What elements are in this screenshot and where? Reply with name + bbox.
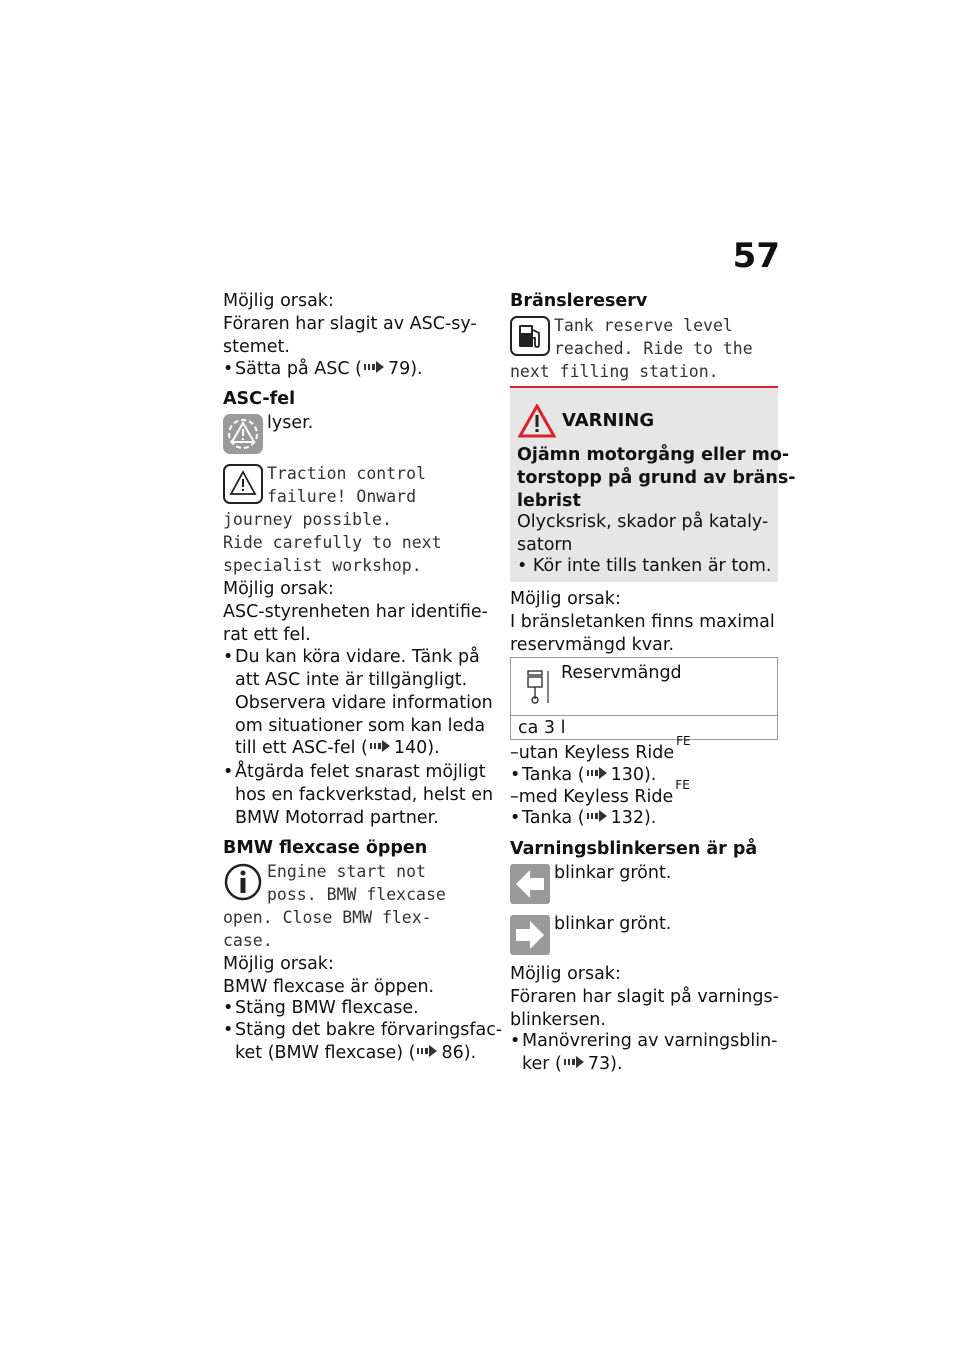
cause-label: Möjlig orsak: <box>223 954 334 974</box>
cause-text: Föraren har slagit av ASC-sy- <box>223 314 477 334</box>
page-ref[interactable]: 130). <box>610 765 657 785</box>
display-message: open. Close BMW flex- <box>223 908 432 927</box>
bullet-item <box>235 358 423 381</box>
display-message: reached. Ride to the <box>554 339 753 358</box>
bullet-text <box>235 1042 476 1065</box>
page-ref-arrow-icon <box>417 1045 437 1057</box>
display-message: next filling station. <box>510 362 719 381</box>
page-ref-arrow-icon <box>587 810 607 822</box>
page-ref[interactable]: 86). <box>441 1043 477 1063</box>
display-message: failure! Onward <box>267 487 417 506</box>
cause-text: rat ett fel. <box>223 625 311 645</box>
bullet-text: Tanka ( <box>522 765 585 785</box>
bullet-text: Sätta på ASC ( <box>235 359 362 379</box>
reserve-table <box>510 657 778 740</box>
warning-text: Olycksrisk, skador på kataly- <box>517 512 769 532</box>
cause-label: Möjlig orsak: <box>223 579 334 599</box>
warning-box <box>510 388 796 582</box>
display-message: case. <box>223 931 273 950</box>
bullet-text: Tanka ( <box>522 808 585 828</box>
warning-heading: Ojämn motorgång eller mo- <box>517 445 790 465</box>
warning-triangle-icon <box>518 404 556 438</box>
cause-text: BMW flexcase är öppen. <box>223 977 435 997</box>
page-ref[interactable]: 73). <box>587 1054 623 1074</box>
bullet-text: att ASC inte är tillgängligt. <box>235 670 468 690</box>
bullet-text: ker ( <box>522 1054 562 1074</box>
cause-text: I bränsletanken finns maximal <box>510 612 775 632</box>
bullet-text: till ett ASC-fel ( <box>235 738 368 758</box>
display-message: Tank reserve level <box>554 316 733 335</box>
table-label: Reservmängd <box>561 663 682 683</box>
warning-bullet: • Kör inte tills tanken är tom. <box>517 556 772 576</box>
page-ref[interactable]: 140). <box>393 738 440 758</box>
warning-triangle-icon <box>223 464 263 504</box>
asc-warning-lamp-icon <box>223 414 263 454</box>
bullet-text: Observera vidare information <box>235 693 493 713</box>
cause-label: Möjlig orsak: <box>510 964 621 984</box>
blink-status: blinkar grönt. <box>554 914 672 934</box>
variant-label <box>510 734 691 765</box>
bullet-item: • Du kan köra vidare. Tänk på <box>235 646 480 669</box>
table-divider <box>511 715 777 716</box>
lamp-status: lyser. <box>267 413 314 433</box>
bullet-item <box>522 807 656 830</box>
cause-text: reservmängd kvar. <box>510 635 675 655</box>
warning-title: VARNING <box>562 410 655 431</box>
bullet-text <box>522 1053 623 1076</box>
bullet-item: • Stäng BMW flexcase. <box>235 997 419 1020</box>
page-ref[interactable]: 132). <box>610 808 657 828</box>
display-message: Ride carefully to next <box>223 533 442 552</box>
cause-label: Möjlig orsak: <box>223 291 334 311</box>
display-message: poss. BMW flexcase <box>267 885 446 904</box>
page-ref-arrow-icon <box>587 767 607 779</box>
left-arrow-icon <box>510 864 550 904</box>
display-message: specialist workshop. <box>223 556 422 575</box>
bullet-text: hos en fackverkstad, helst en <box>235 785 494 805</box>
display-message: Engine start not <box>267 862 426 881</box>
warning-text: satorn <box>517 535 573 555</box>
warning-heading: torstopp på grund av bräns- <box>517 468 796 488</box>
cause-label: Möjlig orsak: <box>510 589 621 609</box>
cause-text: ASC-styrenheten har identifie- <box>223 602 488 622</box>
variant-text: –med Keyless Ride <box>510 787 674 807</box>
variant-label <box>510 778 690 809</box>
variant-text: –utan Keyless Ride <box>510 743 675 763</box>
display-message: Traction control <box>267 464 426 483</box>
page-ref-arrow-icon <box>564 1056 584 1068</box>
page-ref-arrow-icon <box>364 361 384 373</box>
page-number: 57 <box>732 236 780 276</box>
fuel-reserve-heading: Bränslereserv <box>510 291 648 311</box>
footnote-code: FE <box>675 778 690 793</box>
bullet-text: om situationer som kan leda <box>235 716 486 736</box>
flexcase-heading: BMW flexcase öppen <box>223 838 428 858</box>
cause-text: Föraren har slagit på varnings- <box>510 987 779 1007</box>
info-icon <box>223 862 263 902</box>
bullet-item: • Stäng det bakre förvaringsfac- <box>235 1019 502 1042</box>
bullet-item: • Manövrering av varningsblin- <box>522 1030 778 1053</box>
right-arrow-icon <box>510 915 550 955</box>
bullet-item: • Åtgärda felet snarast möjligt <box>235 761 486 784</box>
display-message: journey possible. <box>223 510 392 529</box>
warning-heading: lebrist <box>517 491 581 511</box>
cause-text: blinkersen. <box>510 1010 606 1030</box>
asc-heading: ASC-fel <box>223 389 296 409</box>
bullet-text: ket (BMW flexcase) ( <box>235 1043 416 1063</box>
engine-piston-icon <box>525 667 553 705</box>
page-ref-arrow-icon <box>370 740 390 752</box>
bullet-text <box>235 737 440 760</box>
table-value: ca 3 l <box>518 718 566 738</box>
bullet-text: BMW Motorrad partner. <box>235 808 439 828</box>
fuel-pump-icon <box>510 316 550 356</box>
hazard-heading: Varningsblinkersen är på <box>510 839 758 859</box>
bullet-item <box>522 764 656 787</box>
blink-status: blinkar grönt. <box>554 863 672 883</box>
page-ref[interactable]: 79). <box>387 359 423 379</box>
cause-text: stemet. <box>223 337 290 357</box>
footnote-code: FE <box>676 734 691 749</box>
